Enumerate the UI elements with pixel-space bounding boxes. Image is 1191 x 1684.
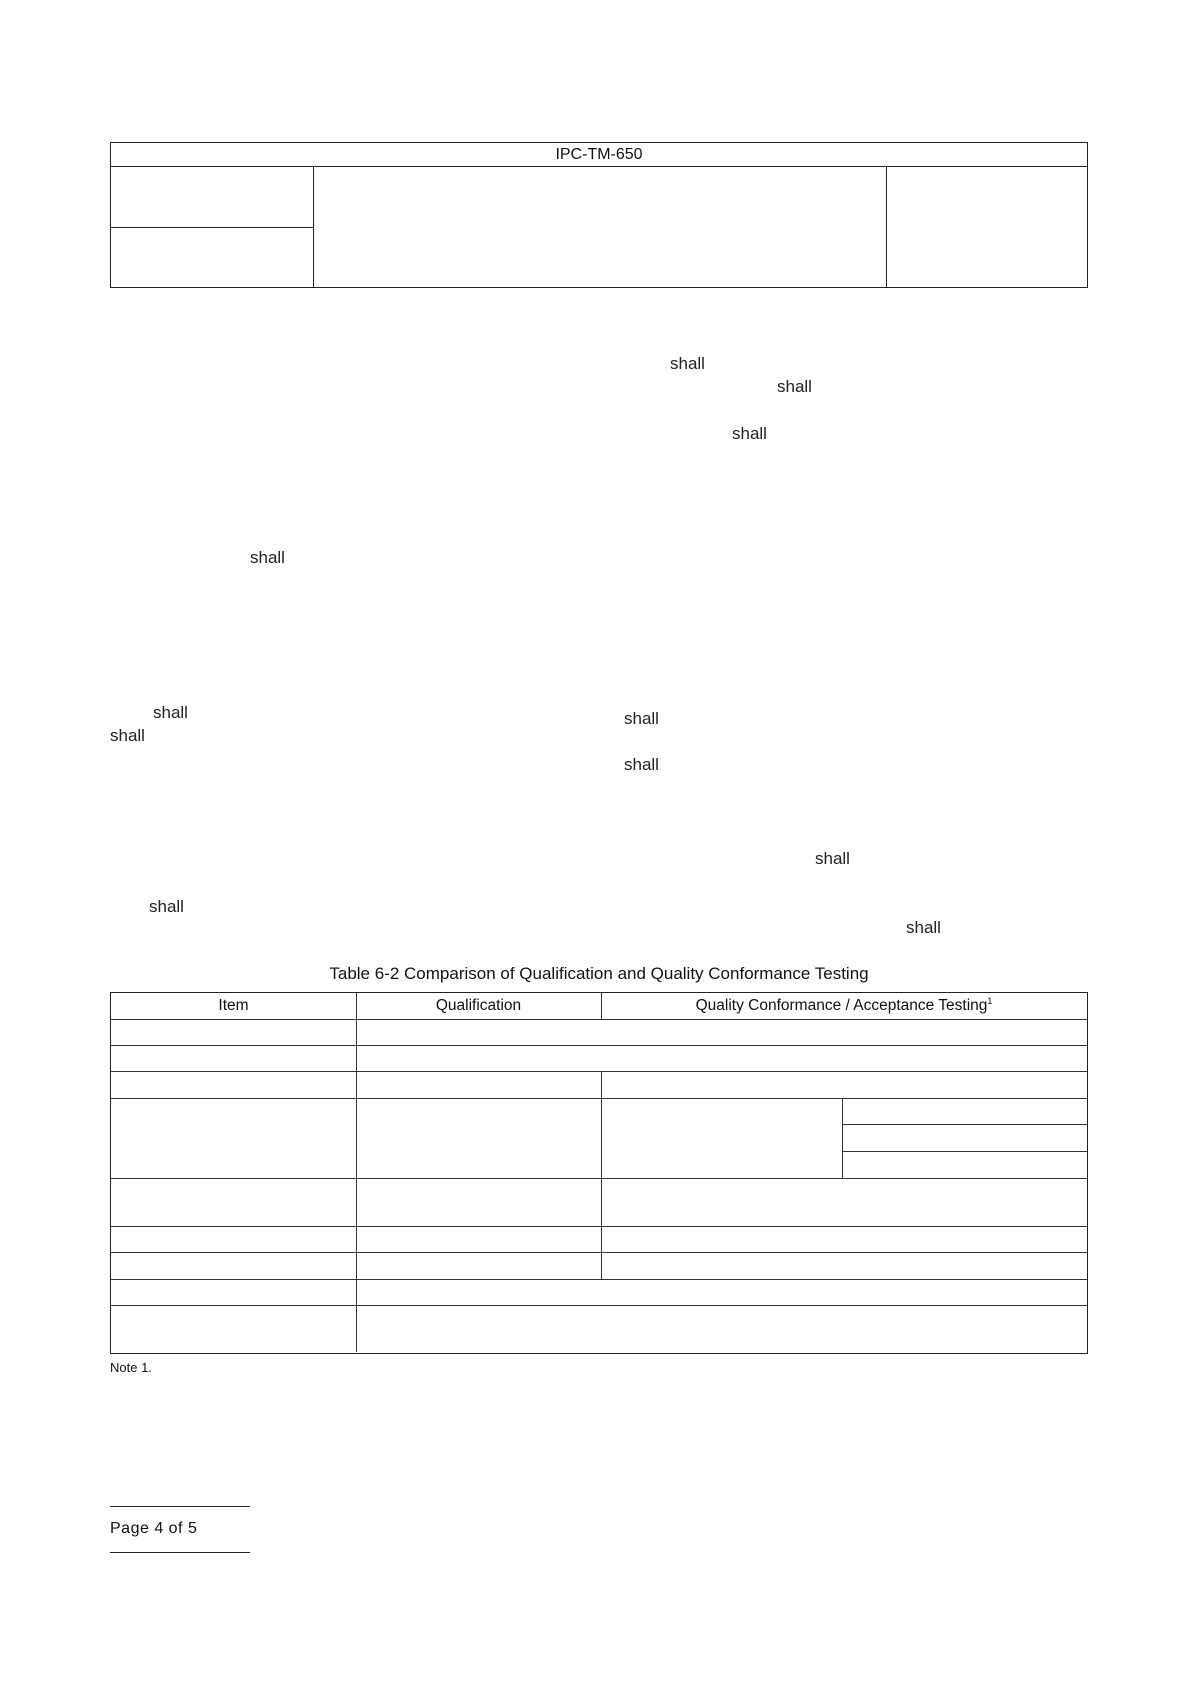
- table-row-line: [111, 1178, 1087, 1179]
- column-header-quality-conformance: [601, 993, 1087, 1019]
- table-row-line: [842, 1151, 1087, 1152]
- body-text-shall: shall: [624, 709, 659, 728]
- table-row-line: [842, 1124, 1087, 1125]
- body-text-shall: shall: [670, 354, 705, 373]
- table-caption: Table 6-2 Comparison of Qualification and Quality Conformance Testing: [329, 964, 869, 983]
- table-column-line: [601, 1071, 602, 1279]
- table-row-line: [111, 1252, 1087, 1253]
- table-column-line: [842, 1098, 843, 1178]
- column-header-quality-conformance-label: Quality Conformance / Acceptance Testing: [695, 997, 988, 1014]
- body-text-shall: shall: [250, 548, 285, 567]
- table-row-line: [111, 1098, 1087, 1099]
- body-text-shall: shall: [777, 377, 812, 396]
- document-header-box: [110, 142, 1088, 288]
- body-text-shall: shall: [153, 703, 188, 722]
- footer-rule: [110, 1506, 250, 1507]
- body-text-shall: shall: [815, 849, 850, 868]
- table-footnote: Note 1.: [110, 1360, 152, 1375]
- page-number: Page 4 of 5: [110, 1520, 198, 1537]
- table-column-line: [356, 993, 357, 1352]
- table-row-line: [111, 1305, 1087, 1306]
- body-text-shall: shall: [906, 918, 941, 937]
- column-header-qualification: Qualification: [435, 997, 522, 1014]
- footnote-marker: 1: [987, 995, 993, 1006]
- document-number: IPC-TM-650: [111, 143, 1087, 167]
- table-row-line: [111, 1045, 1087, 1046]
- comparison-table: [110, 992, 1088, 1354]
- header-divider: [111, 227, 313, 228]
- table-row-line: [111, 1019, 1087, 1020]
- table-row-line: [111, 1279, 1087, 1280]
- header-divider: [313, 167, 314, 287]
- table-column-line: [601, 993, 602, 1019]
- body-text-shall: shall: [149, 897, 184, 916]
- footer-rule: [110, 1552, 250, 1553]
- table-row-line: [111, 1071, 1087, 1072]
- body-text-shall: shall: [732, 424, 767, 443]
- header-divider: [886, 167, 887, 287]
- table-row-line: [111, 1226, 1087, 1227]
- body-text-shall: shall: [624, 755, 659, 774]
- body-text-shall: shall: [110, 726, 145, 745]
- column-header-item: Item: [218, 997, 249, 1014]
